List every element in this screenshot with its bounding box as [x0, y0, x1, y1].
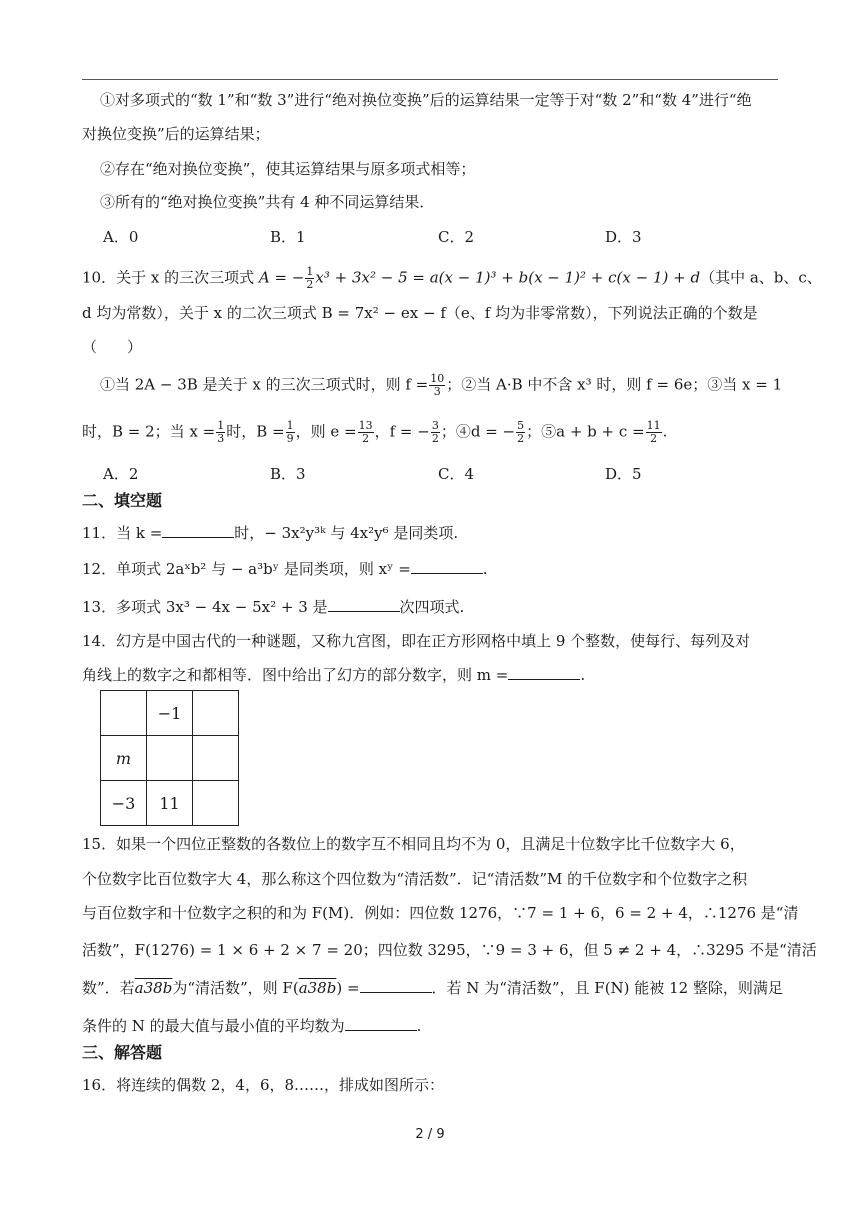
- q10-fraction-d: $\frac{5}{2}$: [517, 419, 525, 445]
- q16: 16．将连续的偶数 2，4，6，8……，排成如图所示：: [82, 1076, 445, 1094]
- q10-l5-a: 时，B = 2；当 x =: [82, 422, 216, 441]
- q10-equation-a: A = −: [258, 268, 305, 287]
- grid-cell: [101, 691, 147, 736]
- q9-option-b: B．1: [270, 228, 306, 246]
- q9-option-c: C．2: [438, 228, 475, 246]
- q15-overline-number: a38b: [134, 979, 173, 997]
- q9-option-a: A．0: [103, 228, 139, 246]
- q10-fraction-x: $\frac{1}{3}$: [217, 419, 225, 445]
- q15-answer-blank-2[interactable]: [345, 1016, 417, 1031]
- q15-l5-a: 数”．若: [82, 979, 135, 997]
- q10-l5-f: ；⑤a + b + c =: [526, 422, 645, 441]
- q15-l5-b: 为“清活数”，则 F(: [172, 979, 299, 997]
- q14-answer-blank[interactable]: [508, 665, 580, 680]
- grid-cell: [193, 691, 239, 736]
- q10-number: 10．关于 x 的三次三项式: [82, 268, 255, 287]
- q10-equation-tail: （其中 a、b、c、: [700, 268, 822, 287]
- q14-text-a: 角线上的数字之和都相等．图中给出了幻方的部分数字，则 m =: [82, 666, 509, 684]
- q15-line-1: 15．如果一个四位正整数的各数位上的数字互不相同且均不为 0，且满足十位数字比千位数字大 6，: [82, 835, 745, 853]
- grid-cell: −1: [147, 691, 193, 736]
- q11-answer-blank[interactable]: [162, 523, 234, 538]
- q10-line-4: [100, 373, 782, 398]
- q15-line-4: 活数”，F(1276) = 1 × 6 + 2 × 7 = 20；四位数 3295，∵9 = 3 + 6，但 5 ≠ 2 + 4，∴3295 不是“清活: [82, 941, 817, 959]
- q12: [82, 558, 488, 580]
- q13-answer-blank[interactable]: [328, 597, 400, 612]
- q15-l5-c: ) =: [336, 979, 360, 997]
- q11-text-b: 时，− 3x²y³ᵏ 与 4x²y⁶ 是同类项.: [234, 524, 459, 542]
- section-heading-fill-in: 二、填空题: [82, 491, 163, 510]
- header-rule: [82, 79, 778, 80]
- q10-fraction-f: $\frac{10}{3}$: [430, 372, 445, 398]
- q10-fraction-half: $\frac{1}{2}$: [306, 265, 314, 291]
- q14-text-b: .: [580, 666, 586, 684]
- section-heading-answer: 三、解答题: [82, 1043, 163, 1062]
- q10-fraction-f2: $\frac{3}{2}$: [431, 419, 439, 445]
- grid-cell: −3: [101, 781, 147, 826]
- q10-line-1: 10．关于 x 的三次三项式 A = − $\frac{1}{2}$ x³ + 3x² − 5 = a(x − 1)³ + b(x − 1)² + c(x − 1) + d（其中 a、b、c、: [82, 265, 822, 291]
- q9-statement-1b: 对换位变换”后的运算结果；: [82, 125, 270, 143]
- q12-answer-blank[interactable]: [411, 559, 483, 574]
- q10-l4-text-a: ①当 2A − 3B 是关于 x 的三次三项式时，则 f =: [100, 375, 429, 394]
- q13-text-b: 次四项式.: [399, 598, 465, 616]
- q9-statement-1a: ①对多项式的“数 1”和“数 3”进行“绝对换位变换”后的运算结果一定等于对“数 2”和“数 4”进行“绝: [100, 91, 752, 109]
- q10-l5-c: ，则 e =: [295, 422, 357, 441]
- q9-option-d: D．3: [605, 228, 642, 246]
- q10-l5-g: .: [662, 422, 668, 441]
- q13: [82, 596, 464, 618]
- q9-statement-2: ②存在“绝对换位变换”，使其运算结果与原多项式相等；: [100, 160, 476, 178]
- q10-option-a: A．2: [103, 465, 139, 483]
- q10-l5-b: 时，B =: [226, 422, 285, 441]
- q10-fraction-b: $\frac{1}{9}$: [286, 419, 294, 445]
- q10-l5-e: ；④d = −: [440, 422, 516, 441]
- q10-fraction-sum: $\frac{11}{2}$: [646, 419, 661, 445]
- q11-text-a: 11．当 k =: [82, 524, 163, 542]
- q12-text-a: 12．单项式 2aˣb² 与 − a³bʸ 是同类项，则 xʸ =: [82, 560, 411, 578]
- q15-line-6: [82, 1015, 421, 1037]
- q11: [82, 522, 458, 544]
- q10-line-5: [82, 420, 667, 445]
- grid-cell-m: m: [101, 736, 147, 781]
- magic-square-grid: [100, 690, 239, 826]
- q14-line-1: 14．幻方是中国古代的一种谜题，又称九宫图，即在正方形网格中填上 9 个整数，使每行、每列及对: [82, 632, 751, 650]
- grid-cell: [193, 781, 239, 826]
- q10-l5-d: ，f = −: [374, 422, 430, 441]
- q10-line-2: d 均为常数），关于 x 的二次三项式 B = 7x² − ex − f（e、f 均为非零常数），下列说法正确的个数是: [82, 304, 758, 322]
- q15-line-3: 与百位数字和十位数字之积的和为 F(M)．例如：四位数 1276，∵7 = 1 + 6，6 = 2 + 4，∴1276 是“清: [82, 904, 799, 922]
- q15-l5-d: ．若 N 为“清活数”，且 F(N) 能被 12 整除，则满足: [431, 979, 783, 997]
- q15-line-5: [82, 977, 783, 999]
- grid-cell: 11: [147, 781, 193, 826]
- q12-text-b: .: [482, 560, 488, 578]
- grid-cell: [147, 736, 193, 781]
- q15-overline-number: a38b: [298, 979, 337, 997]
- q9-statement-3: ③所有的“绝对换位变换”共有 4 种不同运算结果．: [100, 193, 435, 211]
- q10-l4-text-b: ；②当 A·B 中不含 x³ 时，则 f = 6e；③当 x = 1: [446, 375, 783, 394]
- grid-cell: [193, 736, 239, 781]
- q10-fraction-e: $\frac{13}{2}$: [358, 419, 373, 445]
- q10-paren: （ ）: [82, 338, 143, 356]
- q15-l6-b: .: [416, 1017, 422, 1035]
- q14-line-2: [82, 664, 585, 686]
- page-number: 2 / 9: [415, 1127, 445, 1142]
- q15-l6-a: 条件的 N 的最大值与最小值的平均数为: [82, 1017, 345, 1035]
- q10-option-c: C．4: [438, 465, 475, 483]
- q13-text-a: 13．多项式 3x³ − 4x − 5x² + 3 是: [82, 598, 328, 616]
- q10-option-d: D．5: [605, 465, 642, 483]
- q15-answer-blank-1[interactable]: [360, 978, 432, 993]
- q10-option-b: B．3: [270, 465, 306, 483]
- q15-line-2: 个位数字比百位数字大 4，那么称这个四位数为“清活数”．记“清活数”M 的千位数字和个位数字之积: [82, 870, 748, 888]
